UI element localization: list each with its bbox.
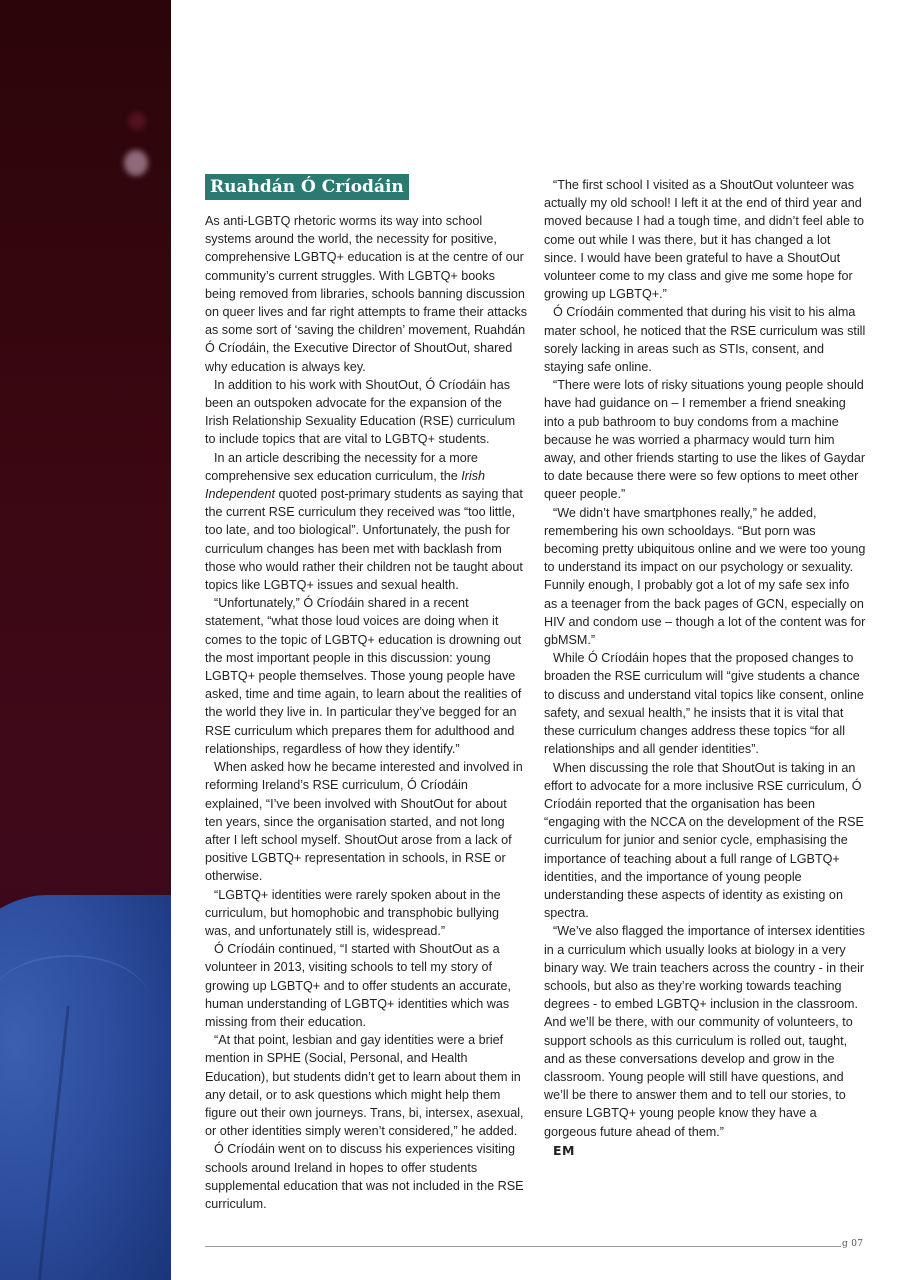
paragraph: Ó Críodáin continued, “I started with ShoutOut as a volunteer in 2013, visiting schools to tell my story of growing up LGBTQ+ and to offer students an accurate, human understanding of LGBTQ+ identities which was missing from their education. [205,942,512,1029]
right-column [544,176,866,1160]
paragraph: While Ó Críodáin hopes that the proposed changes to broaden the RSE curriculum will “give students a chance to discuss and understand vital topics like consent, online safety, and sexual health,” he insists that it is vital that these curriculum changes address these topics “for all relationships and all gender identities”. [544,651,864,757]
paragraph: “We didn’t have smartphones really,” he added, remembering his own schooldays. “But porn was becoming pretty ubiquitous online and we were too young to understand its impact on our psychology or sexuality. Funnily enough, I probably got a lot of my safe sex info as a teenager from the back pages of GCN, especially on HIV and condom use – though a lot of the content was for gbMSM.” [544,505,866,648]
paragraph: “We’ve also flagged the importance of intersex identities in a curriculum which usually looks at biology in a very binary way. We train teachers across the country - in their schools, but also as they’re working towards teaching degrees - to embed LGBTQ+ inclusion in the classroom. And we’ll be there, with our community of volunteers, to support schools as this curriculum is rolled out, taught, and as these conversations develop and grow in the classroom. Young people will still have questions, and we’ll be there to answer them and to tell our stories, to ensure LGBTQ+ young people know they have a gorgeous future ahead of them.” [544,924,865,1139]
paragraph: “The first school I visited as a ShoutOut volunteer was actually my old school! I left it at the end of third year and moved because I had a tough time, and didn’t feel able to come out while I was there, but it has changed a lot since. I would have been grateful to have a ShoutOut volunteer come to my class and give me some hope for growing up LGBTQ+.” [544,178,864,302]
paragraph: “Unfortunately,” Ó Críodáin shared in a recent statement, “what those loud voices are doing when it comes to the topic of LGBTQ+ education is drowning out the most important people in this discussion: young LGBTQ+ people themselves. Those young people have asked, time and time again, to learn about the realities of the world they live in. In particular they’ve begged for an RSE curriculum which prepares them for adulthood and relationships, regardless of how they identify.” [205,596,522,756]
paragraph: When asked how he became interested and involved in reforming Ireland’s RSE curriculum, Ó Críodáin explained, “I’ve been involved with ShoutOut for about ten years, since the organisation started, and not long after I left school myself. ShoutOut arose from a lack of positive LGBTQ+ representation in schools, in RSE or otherwise. [205,760,523,884]
left-column [205,212,527,1213]
paragraph: When discussing the role that ShoutOut is taking in an effort to advocate for a more inclusive RSE curriculum, Ó Críodáin reported that the organisation has been “engaging with the NCCA on the development of the RSE curriculum for junior and senior cycle, emphasising the importance of teaching about a full range of LGBTQ+ identities, and the importance of young people understanding these aspects of identity as existing on spectra. [544,760,864,921]
blue-shirt [0,895,171,1280]
paragraph: As anti-LGBTQ rhetoric worms its way into school systems around the world, the necessity for positive, comprehensive LGBTQ+ education is at the centre of our community’s current struggles. With LGBTQ+ books being removed from libraries, schools banning discussion on queer lives and far right attempts to frame their attacks as some sort of ‘saving the children’ movement, Ruahdán Ó Críodáin, the Executive Director of ShoutOut, shared why education is always key. [205,214,527,374]
paragraph: “LGBTQ+ identities were rarely spoken about in the curriculum, but homophobic and transphobic bullying was, and unfortunately still is, widespread.” [205,887,501,938]
paragraph: In an article describing the necessity for a more comprehensive sex education curriculum, the Irish Independent quoted post-primary students as saying that the current RSE curriculum they received was “too little, too late, and too biological”. Unfortunately, the push for curriculum changes has been met with backlash from those who would rather their children not be taught about topics like LGBTQ+ issues and sexual health. [205,450,523,593]
paragraph: Ó Críodáin went on to discuss his experiences visiting schools around Ireland in hopes to offer students supplemental education that was not included in the RSE curriculum. [205,1142,524,1211]
paragraph: Ó Críodáin commented that during his visit to his alma mater school, he noticed that the RSE curriculum was still sorely lacking in areas such as STIs, consent, and staying safe online. [544,305,866,375]
paragraph: “There were lots of risky situations young people should have had guidance on – I remember a friend sneaking into a pub bathroom to buy condoms from a machine because he was worried a pharmacy would turn him away, and other friends starting to use the likes of Gaydar to date because there were so few options to meet other queer people.” [544,378,866,502]
paragraph: “At that point, lesbian and gay identities were a brief mention in SPHE (Social, Personal, and Health Education), but students didn’t get to learn about them in any detail, or to ask questions which might help them figure out their own journeys. Trans, bi, intersex, asexual, or other identities simply weren’t considered,” he added. [205,1033,524,1139]
author-signoff: EM [553,1142,575,1158]
portrait-photo [0,0,171,1280]
background-light [128,112,146,130]
background-light [124,150,148,176]
paragraph: In addition to his work with ShoutOut, Ó Críodáin has been an outspoken advocate for the expansion of the Irish Relationship Sexuality Education (RSE) curriculum to include topics that are vital to LGBTQ+ students. [205,377,516,447]
page-number: g 07 [842,1239,864,1249]
article-heading: Ruahdán Ó Críodáin [205,174,409,200]
footer-rule [205,1246,841,1247]
publication-name: Irish Independent [205,468,485,502]
